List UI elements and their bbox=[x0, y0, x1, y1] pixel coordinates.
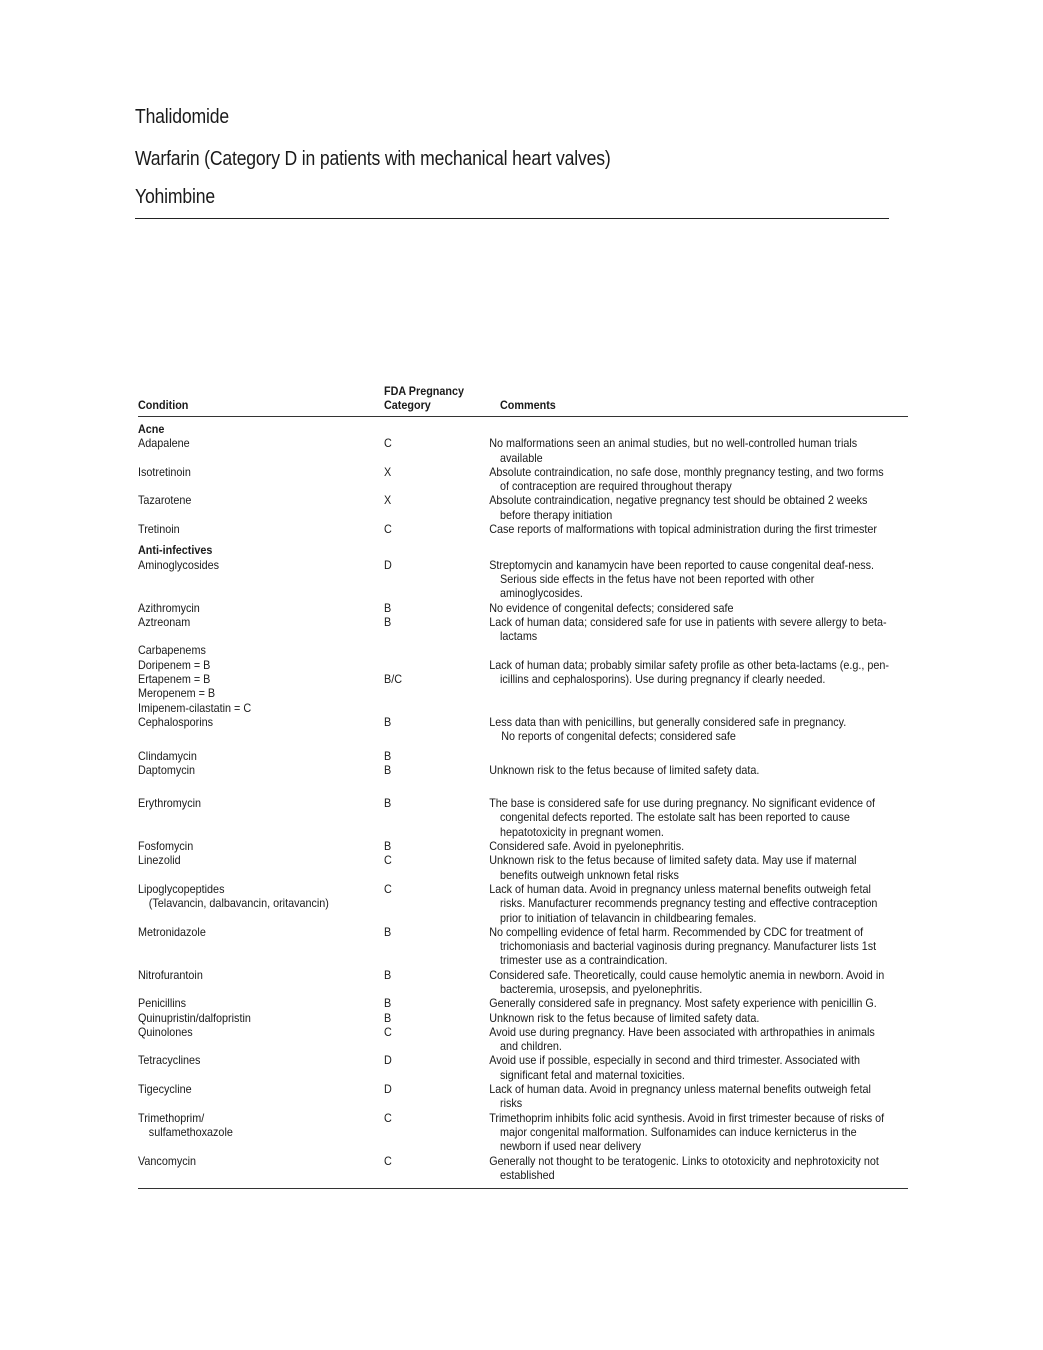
header-fda-category bbox=[384, 384, 473, 412]
header-condition: Condition bbox=[138, 397, 189, 412]
comment-cell: No malformations seen an animal studies, but no well-controlled human trials available bbox=[489, 436, 858, 465]
category-cell: B bbox=[384, 996, 392, 1011]
comment-cell: Considered safe. Avoid in pyelonephritis. bbox=[489, 839, 685, 854]
comment-cell: Lack of human data. Avoid in pregnancy unless maternal benefits outweigh fetal risks bbox=[489, 1082, 871, 1111]
pregnancy-category-table bbox=[138, 380, 908, 1189]
comment-cell: Trimethoprim inhibits folic acid synthesis. Avoid in first trimester because of risks of major congenital malformation. Sulfonamides can induce kernicterus in the newborn if used near delivery bbox=[489, 1110, 885, 1154]
comment-cell: No compelling evidence of fetal harm. Recommended by CDC for treatment of trichomoniasis and bacterial vaginosis during pregnancy. Manufacturer lists 1st trimester use as a contraindication. bbox=[489, 924, 877, 968]
table-row bbox=[138, 968, 908, 997]
comment-cell: Avoid use if possible, especially in second and third trimester. Associated with significant fetal and maternal toxicities. bbox=[489, 1053, 860, 1082]
table-row bbox=[138, 796, 908, 839]
table-row bbox=[138, 1111, 908, 1154]
table-row bbox=[138, 615, 908, 644]
category-cell: B bbox=[384, 1010, 392, 1025]
table-row bbox=[138, 643, 908, 714]
category-cell: X bbox=[384, 493, 392, 508]
header-comments: Comments bbox=[500, 397, 556, 412]
category-cell: D bbox=[384, 557, 392, 572]
drug-list-item: Warfarin (Category D in patients with mechanical heart valves) bbox=[135, 148, 611, 170]
condition-cell: Quinupristin/dalfopristin bbox=[138, 1010, 251, 1025]
condition-cell: Erythromycin bbox=[138, 796, 202, 811]
condition-cell: Penicillins bbox=[138, 996, 187, 1011]
condition-cell: Tigecycline bbox=[138, 1082, 192, 1097]
category-cell: B bbox=[384, 796, 392, 811]
category-cell: D bbox=[384, 1082, 392, 1097]
condition-cell: Adapalene bbox=[138, 436, 190, 451]
category-cell: B bbox=[384, 714, 392, 729]
table-row bbox=[138, 601, 908, 615]
comment-cell: Avoid use during pregnancy. Have been associated with arthropathies in animals and children. bbox=[489, 1024, 875, 1054]
condition-cell: Nitrofurantoin bbox=[138, 967, 203, 982]
table-bottom-rule bbox=[138, 1188, 908, 1189]
condition-cell: Carbapenems bbox=[138, 643, 206, 658]
drug-list-item: Yohimbine bbox=[135, 186, 215, 208]
condition-cell: Metronidazole bbox=[138, 924, 206, 939]
table-header bbox=[138, 380, 908, 417]
table-row bbox=[138, 1082, 908, 1111]
category-cell: B bbox=[384, 924, 392, 939]
table-row bbox=[138, 763, 908, 777]
comment-cell: Unknown risk to the fetus because of limited safety data. bbox=[489, 1010, 760, 1025]
comment-cell: Less data than with penicillins, but generally considered safe in pregnancy. bbox=[489, 714, 847, 729]
table-row bbox=[138, 882, 908, 925]
category-cell: D bbox=[384, 1053, 392, 1068]
category-cell: C bbox=[384, 853, 392, 868]
comment-cell: Unknown risk to the fetus because of limited safety data. bbox=[489, 762, 760, 777]
section-acne: Acne bbox=[138, 422, 165, 436]
table-row bbox=[138, 996, 908, 1010]
condition-cell: Linezolid bbox=[138, 853, 181, 868]
comment-cell: The base is considered safe for use during pregnancy. No significant evidence of congenital defects reported. The estolate salt has been reported to cause hepatotoxicity in pregnant women. bbox=[489, 796, 876, 839]
section-anti-infectives: Anti-infectives bbox=[138, 543, 213, 558]
comment-cell: Absolute contraindication, no safe dose, monthly pregnancy testing, and two forms of contraception are required throughout therapy bbox=[489, 464, 884, 494]
condition-subtext: sulfamethoxazole bbox=[148, 1124, 233, 1139]
drug-list-item: Thalidomide bbox=[135, 106, 229, 128]
condition-subtext: (Telavancin, dalbavancin, oritavancin) bbox=[148, 896, 329, 911]
header-category-line2: Category bbox=[384, 398, 431, 412]
category-cell: C bbox=[384, 881, 392, 896]
condition-cell: Daptomycin bbox=[138, 762, 196, 777]
comment-cell: Lack of human data; considered safe for use in patients with severe allergy to beta-lactams bbox=[489, 614, 887, 644]
category-cell: B bbox=[384, 762, 392, 777]
table-row bbox=[138, 1011, 908, 1025]
category-cell: B bbox=[384, 839, 392, 854]
comment-cell: Considered safe. Theoretically, could cause hemolytic anemia in newborn. Avoid in bacteremia, urosepsis, and pyelonephritis. bbox=[489, 967, 885, 996]
table-row bbox=[138, 1053, 908, 1082]
table-body bbox=[138, 422, 908, 1189]
header-category-line1: FDA Pregnancy bbox=[384, 384, 465, 398]
comment-cell: Lack of human data; probably similar safety profile as other beta-lactams (e.g., pen-icillins and cephalosporins). Use during pregnancy if clearly needed. bbox=[489, 657, 890, 687]
category-cell: B bbox=[384, 614, 392, 629]
condition-cell: Trimethoprim/ bbox=[138, 1110, 205, 1125]
table-row bbox=[138, 1154, 908, 1183]
comment-cell: Absolute contraindication, negative pregnancy test should be obtained 2 weeks before therapy initiation bbox=[489, 493, 868, 522]
category-cell: B bbox=[384, 967, 392, 982]
category-cell: B bbox=[384, 600, 392, 615]
table-row bbox=[138, 839, 908, 853]
comment-cell: No reports of congenital defects; considered safe bbox=[501, 729, 736, 744]
condition-cell: Lipoglycopeptides bbox=[138, 881, 225, 896]
comment-cell: Generally considered safe in pregnancy. Most safety experience with penicillin G. bbox=[489, 996, 877, 1011]
condition-cell: Clindamycin bbox=[138, 748, 197, 763]
drug-list bbox=[135, 100, 889, 219]
table-row bbox=[138, 522, 908, 536]
comment-cell: Case reports of malformations with topical administration during the first trimester bbox=[489, 522, 877, 537]
category-cell: C bbox=[384, 436, 392, 451]
category-cell: C bbox=[384, 1110, 392, 1125]
category-cell: X bbox=[384, 464, 392, 479]
comment-cell: Generally not thought to be teratogenic. Links to ototoxicity and nephrotoxicity not established bbox=[489, 1153, 879, 1182]
condition-cell: Tetracyclines bbox=[138, 1053, 201, 1068]
condition-cell: Azithromycin bbox=[138, 600, 200, 615]
comment-cell: Streptomycin and kanamycin have been reported to cause congenital deaf-ness. Serious side effects in the fetus have not been reported with other aminoglycosides. bbox=[489, 557, 875, 601]
category-cell: B bbox=[384, 748, 392, 763]
table-row bbox=[138, 749, 908, 763]
carbapenem-item: Doripenem = B bbox=[138, 657, 211, 672]
table-row bbox=[138, 558, 908, 601]
table-row bbox=[138, 465, 908, 494]
condition-cell: Isotretinoin bbox=[138, 464, 191, 479]
condition-cell: Aztreonam bbox=[138, 614, 191, 629]
table-row bbox=[138, 853, 908, 882]
category-cell: C bbox=[384, 522, 392, 537]
carbapenem-item: Imipenem-cilastatin = C bbox=[138, 700, 252, 715]
condition-cell: Aminoglycosides bbox=[138, 557, 220, 572]
category-cell: C bbox=[384, 1024, 392, 1039]
carbapenem-item: Ertapenem = B bbox=[138, 672, 211, 687]
category-cell: B/C bbox=[384, 672, 403, 687]
condition-cell: Tazarotene bbox=[138, 493, 192, 508]
condition-cell: Quinolones bbox=[138, 1024, 193, 1039]
condition-cell: Tretinoin bbox=[138, 522, 180, 537]
condition-cell: Vancomycin bbox=[138, 1153, 197, 1168]
condition-cell: Fosfomycin bbox=[138, 839, 194, 854]
category-cell: C bbox=[384, 1153, 392, 1168]
comment-cell: No evidence of congenital defects; considered safe bbox=[489, 600, 734, 615]
table-row bbox=[138, 436, 908, 465]
table-row bbox=[138, 715, 908, 744]
condition-cell: Cephalosporins bbox=[138, 714, 214, 729]
carbapenem-item: Meropenem = B bbox=[138, 686, 216, 701]
table-row bbox=[138, 925, 908, 968]
table-row bbox=[138, 493, 908, 522]
table-row bbox=[138, 1025, 908, 1054]
comment-cell: Lack of human data. Avoid in pregnancy unless maternal benefits outweigh fetal risks. Manufacturer recommends pregnancy testing and effective contraception prior to initiation of telavancin in childbearing females. bbox=[489, 881, 878, 925]
comment-cell: Unknown risk to the fetus because of limited safety data. May use if maternal benefits outweigh unknown fetal risks bbox=[489, 853, 857, 882]
